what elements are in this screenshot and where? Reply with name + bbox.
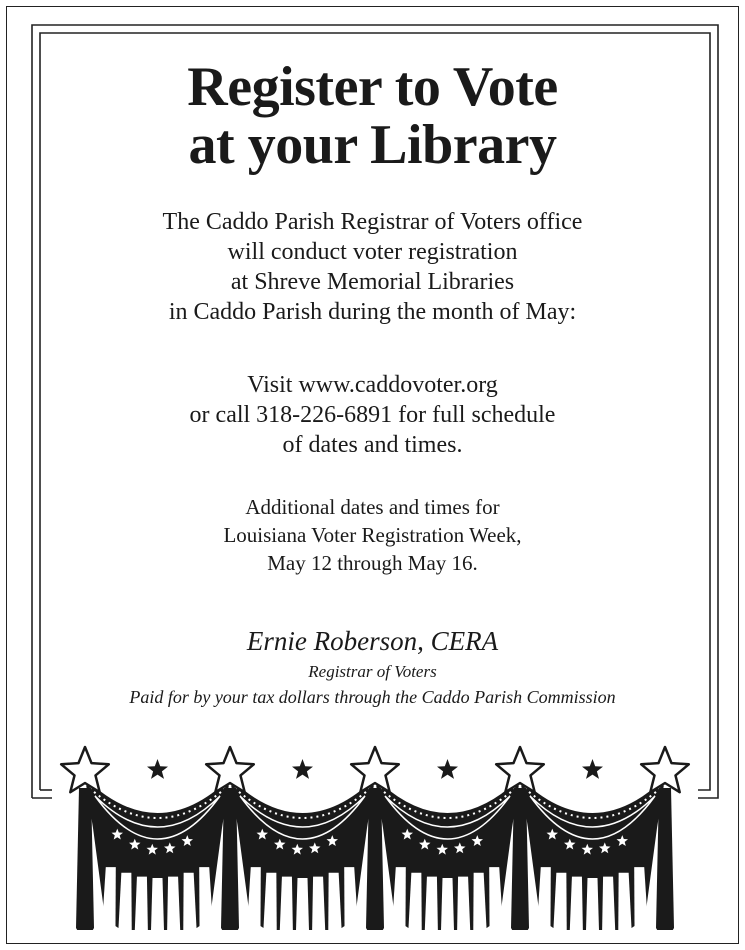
- contact-line: Visit www.caddovoter.org: [247, 372, 498, 398]
- intro-line: The Caddo Parish Registrar of Voters office: [162, 209, 583, 235]
- bunting-ribbon: [76, 788, 94, 930]
- additional-line: Additional dates and times for: [245, 495, 500, 519]
- small-star-icon: [292, 759, 313, 779]
- intro-line: in Caddo Parish during the month of May:: [168, 299, 577, 325]
- large-star-icon: [206, 747, 254, 792]
- patriotic-bunting-icon: [0, 740, 745, 930]
- bunting-ribbon: [656, 788, 674, 930]
- large-star-icon: [641, 747, 689, 792]
- contact-paragraph: [40, 370, 705, 460]
- headline-line-2: at your Library: [188, 114, 557, 176]
- intro-line: at Shreve Memorial Libraries: [230, 269, 515, 295]
- small-star-icon: [437, 759, 458, 779]
- small-star-icon: [147, 759, 168, 779]
- signer-name: Ernie Roberson, CERA: [246, 626, 499, 656]
- intro-line: will conduct voter registration: [227, 239, 518, 265]
- signer-title: Registrar of Voters: [308, 662, 437, 681]
- bunting-ribbon: [221, 788, 239, 930]
- additional-line: Louisiana Voter Registration Week,: [223, 523, 522, 547]
- small-star-icon: [582, 759, 603, 779]
- bunting-swag: [375, 778, 520, 930]
- large-star-icon: [61, 747, 109, 792]
- bunting-ribbon: [511, 788, 529, 930]
- bunting-swag: [520, 778, 665, 930]
- large-star-icon: [351, 747, 399, 792]
- additional-paragraph: [40, 493, 705, 577]
- contact-line: or call 318-226-6891 for full schedule: [189, 402, 556, 428]
- large-star-icon: [496, 747, 544, 792]
- headline: [0, 58, 745, 174]
- paid-for-disclaimer: Paid for by your tax dollars through the Caddo Parish Commission: [129, 687, 616, 707]
- intro-paragraph: [40, 207, 705, 327]
- headline-line-1: Register to Vote: [187, 56, 558, 118]
- additional-line: May 12 through May 16.: [267, 551, 478, 575]
- contact-line: of dates and times.: [282, 432, 463, 458]
- bunting-swag: [85, 778, 230, 930]
- bunting-ribbon: [366, 788, 384, 930]
- bunting-swag: [230, 778, 375, 930]
